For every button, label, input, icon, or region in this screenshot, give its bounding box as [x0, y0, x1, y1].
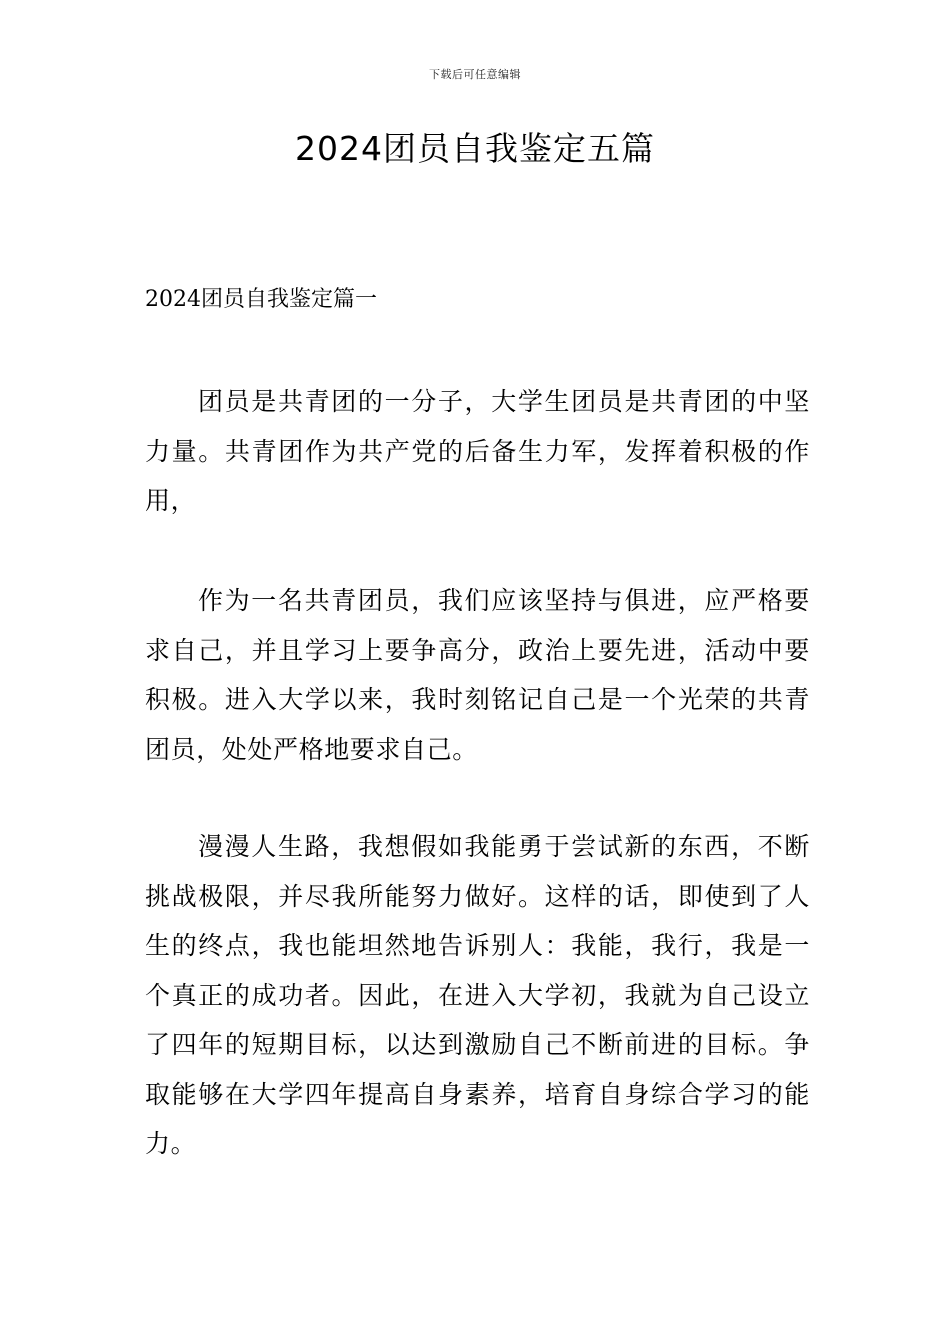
paragraph-1: 团员是共青团的一分子，大学生团员是共青团的中坚力量。共青团作为共产党的后备生力军，发挥着积极的作用，: [145, 387, 810, 515]
paragraph-3: 漫漫人生路，我想假如我能勇于尝试新的东西，不断挑战极限，并尽我所能努力做好。这样的话，即使到了人生的终点，我也能坦然地告诉别人：我能，我行，我是一个真正的成功者。因此，在进入大学初，我就为自己设立了四年的短期目标，以达到激励自己不断前进的目标。争取能够在大学四年提高自身素养，培育自身综合学习的能力。: [145, 832, 810, 1158]
header-note: 下载后可任意编辑: [429, 68, 521, 81]
document-title: 2024团员自我鉴定五篇: [295, 129, 655, 168]
section-heading: 2024团员自我鉴定篇一: [145, 287, 377, 312]
paragraph-2: 作为一名共青团员，我们应该坚持与俱进，应严格要求自己，并且学习上要争高分，政治上要先进，活动中要积极。进入大学以来，我时刻铭记自己是一个光荣的共青团员，处处严格地要求自己。: [145, 586, 810, 764]
